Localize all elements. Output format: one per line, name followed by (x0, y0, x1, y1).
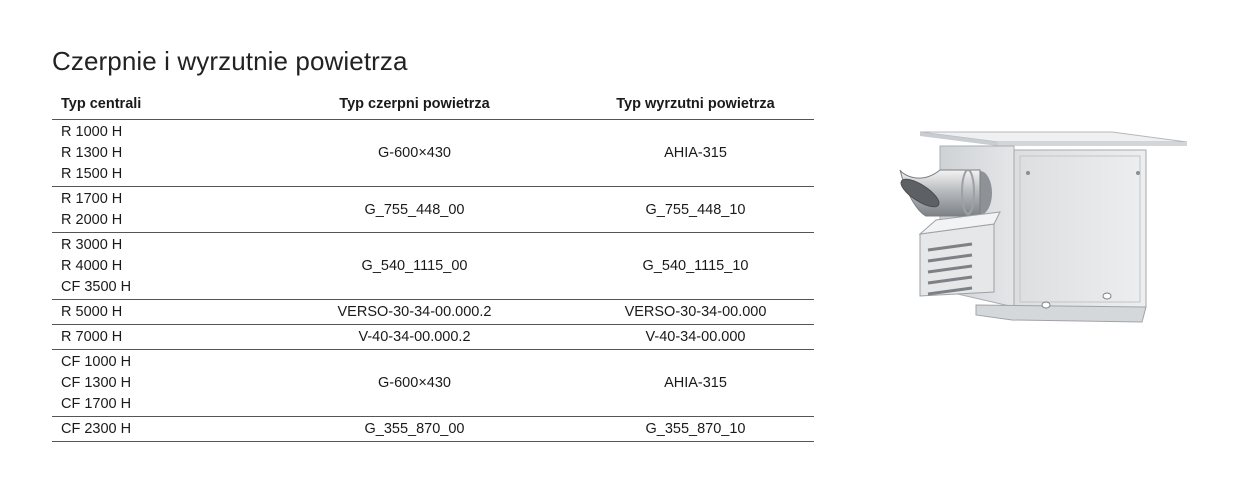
intake-type-cell: VERSO-30-34-00.000.2 (252, 300, 577, 325)
page-title: Czerpnie i wyrzutnie powietrza (52, 46, 408, 76)
base-frame (976, 305, 1146, 322)
unit-type-cell (52, 350, 252, 417)
intake-type-cell: G-600×430 (252, 120, 577, 187)
unit-type: R 1300 H (61, 145, 123, 161)
unit-type-cell (52, 325, 252, 350)
intake-type-cell: G_355_870_00 (252, 417, 577, 442)
unit-type-cell (52, 300, 252, 325)
unit-type-cell (52, 233, 252, 300)
unit-type-cell (52, 187, 252, 233)
air-handling-unit-image (880, 110, 1190, 340)
exhaust-type-cell: G_540_1115_10 (577, 233, 814, 300)
header-exhaust-type: Typ wyrzutni powietrza (577, 90, 814, 120)
table-row (52, 325, 814, 350)
unit-type: R 5000 H (61, 304, 123, 320)
unit-type: R 7000 H (61, 329, 123, 345)
unit-type-cell (52, 120, 252, 187)
header-intake-type: Typ czerpni powietrza (252, 90, 577, 120)
intake-type-cell: V-40-34-00.000.2 (252, 325, 577, 350)
air-intake-hood (897, 170, 992, 216)
header-unit-type: Typ centrali (52, 90, 252, 120)
intake-type-cell: G-600×430 (252, 350, 577, 417)
unit-type: CF 1300 H (61, 375, 132, 391)
unit-type: R 1500 H (61, 166, 123, 182)
exhaust-type-cell: G_755_448_10 (577, 187, 814, 233)
exhaust-type-cell: VERSO-30-34-00.000 (577, 300, 814, 325)
unit-type: R 3000 H (61, 237, 123, 253)
unit-type: CF 3500 H (61, 279, 132, 295)
unit-type: R 1700 H (61, 191, 123, 207)
table-row (52, 120, 814, 187)
exhaust-type-cell: AHIA-315 (577, 120, 814, 187)
intake-type-cell: G_540_1115_00 (252, 233, 577, 300)
exhaust-type-cell: V-40-34-00.000 (577, 325, 814, 350)
unit-type: CF 1700 H (61, 396, 132, 412)
unit-type: CF 1000 H (61, 354, 132, 370)
exhaust-louvre (920, 212, 1000, 296)
unit-type-cell (52, 417, 252, 442)
table-row (52, 187, 814, 233)
exhaust-type-cell: AHIA-315 (577, 350, 814, 417)
unit-body-front (1014, 150, 1146, 307)
unit-type: R 4000 H (61, 258, 123, 274)
table-row (52, 417, 814, 442)
intake-type-cell: G_755_448_00 (252, 187, 577, 233)
unit-type: CF 2300 H (61, 421, 132, 437)
table-row (52, 233, 814, 300)
air-intake-exhaust-table (52, 90, 814, 442)
exhaust-type-cell: G_355_870_10 (577, 417, 814, 442)
unit-type: R 1000 H (61, 124, 123, 140)
table-row (52, 350, 814, 417)
table-row (52, 300, 814, 325)
unit-type: R 2000 H (61, 212, 123, 228)
table-header-row (52, 90, 814, 120)
